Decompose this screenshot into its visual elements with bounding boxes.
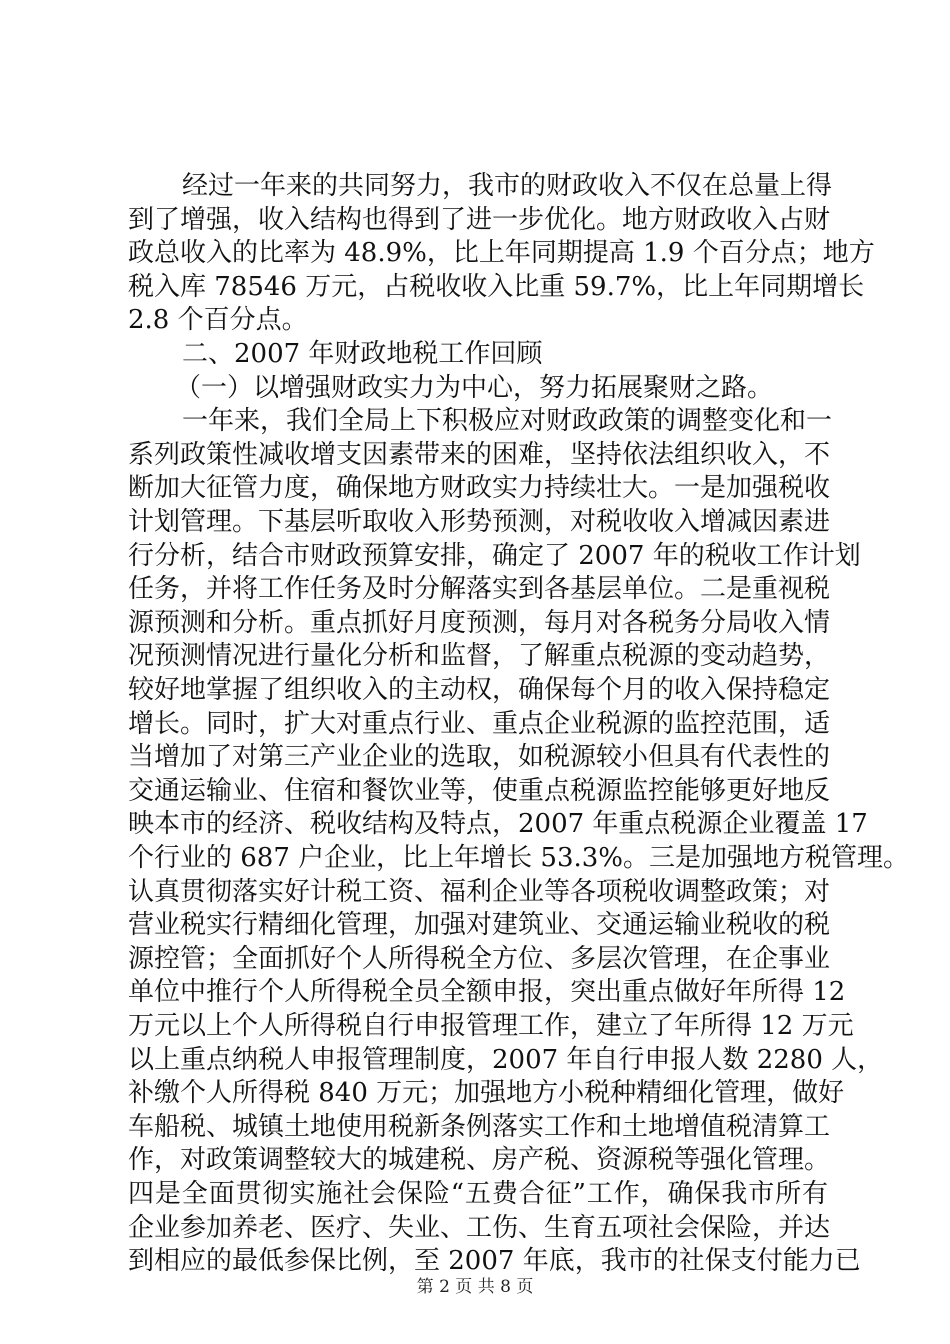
paragraph-line: 增长。同时，扩大对重点行业、重点企业税源的监控范围，适 — [128, 708, 831, 739]
paragraph-line: 经过一年来的共同努力，我市的财政收入不仅在总量上得 — [182, 171, 833, 201]
paragraph-line: 政总收入的比率为 48.9%，比上年同期提高 1.9 个百分点；地方 — [128, 238, 875, 269]
paragraph-line: 作，对政策调整较大的城建税、房产税、资源税等强化管理。 — [128, 1145, 831, 1176]
paragraph-line: 计划管理。下基层听取收入形势预测，对税收收入增减因素进 — [128, 507, 831, 537]
paragraph-line: 个行业的 687 户企业，比上年增长 53.3%。三是加强地方税管理。 — [128, 843, 910, 873]
paragraph-line: 当增加了对第三产业企业的选取，如税源较小但具有代表性的 — [128, 742, 831, 773]
page-footer: 第 2 页 共 8 页 — [416, 1277, 534, 1297]
paragraph-line: 一年来，我们全局上下积极应对财政政策的调整变化和一 — [182, 406, 833, 437]
paragraph-line: 较好地掌握了组织收入的主动权，确保每个月的收入保持稳定 — [128, 675, 831, 705]
paragraph-line: 况预测情况进行量化分析和监督，了解重点税源的变动趋势， — [128, 641, 831, 672]
paragraph-line: 映本市的经济、税收结构及特点，2007 年重点税源企业覆盖 17 — [128, 809, 868, 840]
paragraph-line: 补缴个人所得税 840 万元；加强地方小税种精细化管理，做好 — [128, 1078, 845, 1109]
paragraph-line: 交通运输业、住宿和餐饮业等，使重点税源监控能够更好地反 — [128, 775, 831, 806]
paragraph-line: 万元以上个人所得税自行申报管理工作，建立了年所得 12 万元 — [128, 1011, 854, 1041]
paragraph-line: 源预测和分析。重点抓好月度预测，每月对各税务分局收入情 — [128, 607, 831, 638]
section-heading: 二、2007 年财政地税工作回顾 — [182, 339, 543, 369]
subsection-heading: （一）以增强财政实力为中心，努力拓展聚财之路。 — [175, 372, 774, 403]
paragraph-line: 营业税实行精细化管理，加强对建筑业、交通运输业税收的税 — [128, 910, 831, 941]
paragraph-line: 断加大征管力度，确保地方财政实力持续壮大。一是加强税收 — [128, 473, 831, 504]
paragraph-line: 单位中推行个人所得税全员全额申报，突出重点做好年所得 12 — [128, 977, 846, 1008]
paragraph-line: 认真贯彻落实好计税工资、福利企业等各项税收调整政策；对 — [128, 876, 831, 907]
paragraph-line: 税入库 78546 万元，占税收收入比重 59.7%，比上年同期增长 — [128, 271, 865, 302]
paragraph-line: 到相应的最低参保比例，至 2007 年底，我市的社保支付能力已 — [128, 1246, 861, 1277]
paragraph-line: 企业参加养老、医疗、失业、工伤、生育五项社会保险，并达 — [128, 1212, 831, 1243]
paragraph-line: 到了增强，收入结构也得到了进一步优化。地方财政收入占财 — [128, 204, 831, 235]
paragraph-line: 源控管；全面抓好个人所得税全方位、多层次管理，在企事业 — [128, 943, 831, 974]
paragraph-line: 四是全面贯彻实施社会保险“五费合征”工作，确保我市所有 — [128, 1179, 828, 1209]
paragraph-line: 行分析，结合市财政预算安排，确定了 2007 年的税收工作计划 — [128, 540, 861, 571]
paragraph-line: 以上重点纳税人申报管理制度，2007 年自行申报人数 2280 人， — [128, 1044, 884, 1075]
paragraph-line: 车船税、城镇土地使用税新条例落实工作和土地增值税清算工 — [128, 1111, 831, 1142]
paragraph-line: 任务，并将工作任务及时分解落实到各基层单位。二是重视税 — [128, 574, 831, 605]
paragraph-line: 系列政策性减收增支因素带来的困难，坚持依法组织收入，不 — [128, 439, 831, 470]
paragraph-line: 2.8 个百分点。 — [128, 305, 308, 336]
